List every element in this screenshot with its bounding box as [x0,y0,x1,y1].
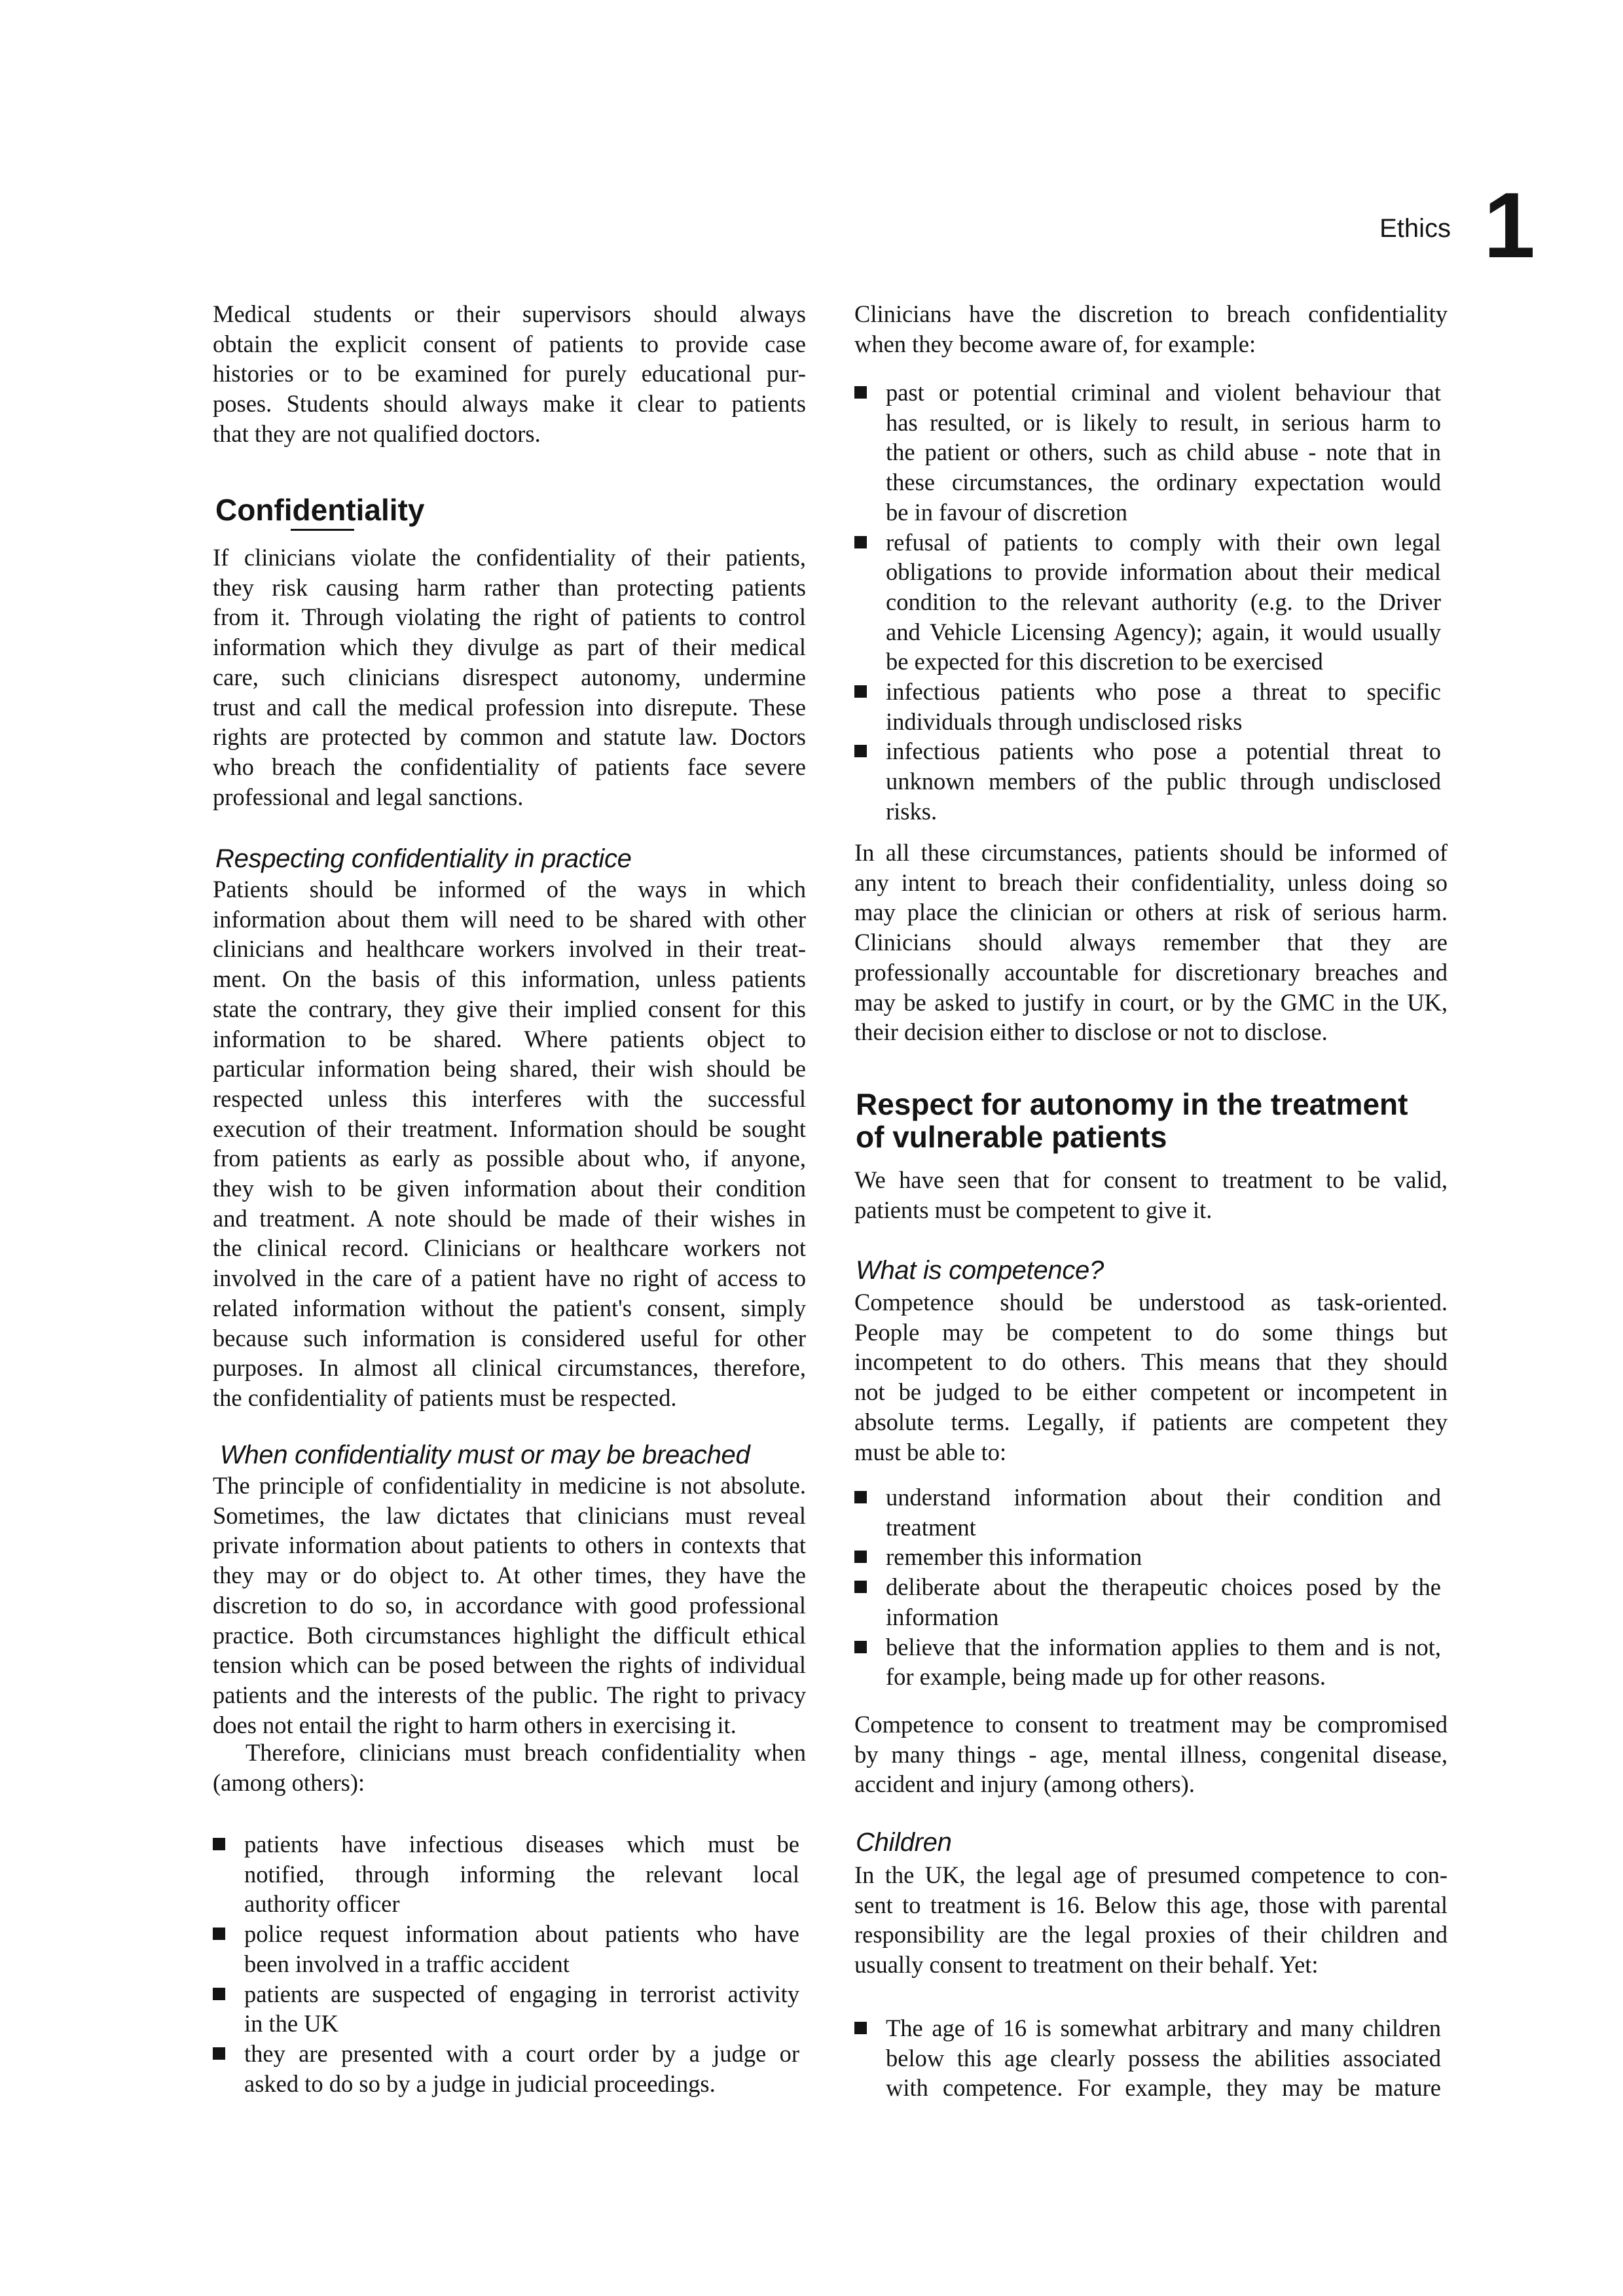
text-line: from it. Through violating the right of patients to control [213,603,806,631]
text-line: In all these circumstances, patients should be informed of [854,839,1448,866]
text-line: remember this information [886,1543,1142,1571]
list-item-text [244,2039,799,2098]
list-item-text [886,1632,1441,1692]
bullet-square-icon [854,1581,867,1593]
children-paragraph [854,1860,1448,1980]
list-item [854,677,1448,736]
list-item-text [886,2013,1441,2103]
text-line: infectious patients who pose a threat to specific [886,678,1441,706]
list-item-text [886,677,1441,736]
text-line: (among others): [213,1768,365,1796]
bullet-square-icon [854,386,867,399]
text-line: patients and the interests of the public. The right to privacy [213,1681,806,1708]
text-line: patients must be competent to give it. [854,1196,1213,1223]
list-item [854,2013,1448,2103]
text-line: care, such clinicians disrespect autonomy, undermine [213,663,806,691]
bullet-square-icon [854,536,867,548]
breach-lead-in [213,1738,806,1797]
text-line: practice. Both circumstances highlight the difficult ethical [213,1621,806,1649]
list-item-text [886,378,1441,528]
breach-bullet-list [213,1829,806,2098]
text-line: We have seen that for consent to treatment to be valid, [854,1166,1448,1193]
text-line: rights are protected by common and statute law. Doctors [213,723,806,751]
list-item [854,1542,1448,1572]
text-line: histories or to be examined for purely educational pur- [213,360,806,387]
confidentiality-heading: Confidentiality [215,493,425,527]
text-line: notified, through informing the relevant local [244,1860,799,1888]
text-line: by many things - age, mental illness, congenital disease, [854,1740,1448,1768]
in-practice-subheading: Respecting confidentiality in practice [215,844,632,873]
list-item-text [886,736,1441,826]
text-line: information which they divulge as part of their medical [213,634,806,661]
text-line: treatment [886,1513,976,1541]
text-line: In the UK, the legal age of presumed competence to con- [854,1861,1448,1888]
discretion-bullet-list [854,378,1448,827]
text-line: unknown members of the public through undisclosed [886,768,1441,795]
autonomy-heading-line: Respect for autonomy in the treatment [856,1087,1408,1121]
list-item [213,1829,806,1919]
text-line: when they become aware of, for example: [854,330,1256,357]
text-line: People may be competent to do some things but [854,1318,1448,1346]
text-line: past or potential criminal and violent behaviour that [886,379,1441,406]
confidentiality-paragraph [213,543,806,812]
breach-paragraph [213,1471,806,1740]
text-line: infectious patients who pose a potential threat to [886,738,1441,765]
bullet-square-icon [854,2022,867,2034]
text-line: that they are not qualified doctors. [213,420,541,447]
text-line: be expected for this discretion to be exercised [886,648,1323,675]
text-line: be in favour of discretion [886,498,1127,526]
text-line: these circumstances, the ordinary expectation would [886,469,1441,496]
text-line: sent to treatment is 16. Below this age, those with parental [854,1891,1448,1918]
text-line: particular information being shared, their wish should be [213,1055,806,1083]
text-line: usually consent to treatment on their behalf. Yet: [854,1951,1319,1979]
text-line: they are presented with a court order by a judge or [244,2039,799,2067]
text-line: responsibility are the legal proxies of their children and [854,1921,1448,1948]
text-line: The age of 16 is somewhat arbitrary and many children [886,2015,1441,2041]
text-line: their decision either to disclose or not to disclose. [854,1018,1328,1046]
text-line: trust and call the medical profession into disrepute. These [213,693,806,721]
text-line: related information without the patient's consent, simply [213,1294,806,1321]
text-line: absolute terms. Legally, if patients are competent they [854,1408,1448,1435]
autonomy-paragraph [854,1165,1448,1225]
discretion-lead-in [854,299,1448,359]
text-line: asked to do so by a judge in judicial proceedings. [244,2070,716,2097]
text-line: ment. On the basis of this information, unless patients [213,965,806,993]
text-line: poses. Students should always make it clear to patients [213,390,806,418]
text-line: professionally accountable for discretionary breaches and [854,958,1448,986]
text-line: information about them will need to be shared with other [213,905,806,933]
text-line: must be able to: [854,1438,1007,1465]
text-line: and Vehicle Licensing Agency); again, it would usually [886,618,1441,645]
text-line: may place the clinician or others at risk of serious harm. [854,899,1448,926]
text-line: condition to the relevant authority (e.g. to the Driver [886,588,1441,615]
text-line: state the contrary, they give their implied consent for this [213,995,806,1022]
text-line: and treatment. A note should be made of their wishes in [213,1204,806,1232]
text-line: incompetent to do others. This means that they should [854,1348,1448,1376]
list-item [854,1482,1448,1542]
list-item [854,736,1448,826]
text-line: execution of their treatment. Information should be sought [213,1115,806,1142]
list-item [854,1572,1448,1632]
breach-subheading: When confidentiality must or may be breached [220,1441,750,1469]
running-header-section-title: Ethics [1379,214,1451,243]
text-line: Medical students or their supervisors should always [213,300,806,327]
text-line: discretion to do so, in accordance with good professional [213,1591,806,1619]
text-line: with competence. For example, they may be mature [886,2074,1441,2102]
text-line: who breach the confidentiality of patients face severe [213,753,806,780]
bullet-square-icon [213,2047,225,2060]
text-line: believe that the information applies to them and is not, [886,1633,1441,1660]
text-line: Clinicians should always remember that they are [854,929,1448,956]
text-line: individuals through undisclosed risks [886,708,1243,735]
list-item [854,1632,1448,1692]
list-item-text [886,1572,1441,1632]
bullet-square-icon [854,685,867,698]
heading-rule [291,529,354,531]
text-line: in the UK [244,2010,338,2037]
bullet-square-icon [854,1491,867,1503]
chapter-number: 1 [1484,173,1535,278]
text-line: information [886,1603,999,1630]
list-item-text [244,1919,799,1979]
list-item-text [886,1482,1441,1542]
text-line: The principle of confidentiality in medicine is not absolute. [213,1472,806,1499]
text-line: the patient or others, such as child abuse - note that in [886,439,1441,466]
intro-paragraph [213,299,806,449]
text-line: they may or do object to. At other times, they have the [213,1562,806,1589]
text-line: for example, being made up for other reasons. [886,1663,1326,1691]
autonomy-heading [856,1088,1408,1153]
text-line: below this age clearly possess the abilities associated [886,2044,1441,2072]
text-line: not be judged to be either competent or incompetent in [854,1378,1448,1406]
competence-bullet-list [854,1482,1448,1692]
text-line: information to be shared. Where patients object to [213,1025,806,1052]
list-item-text [886,528,1441,677]
text-line: understand information about their condition and [886,1484,1441,1511]
text-line: from patients as early as possible about who, if anyone, [213,1145,806,1172]
text-line: Competence should be understood as task-oriented. [854,1289,1448,1316]
list-item-text [886,1542,1441,1572]
text-line: police request information about patients who have [244,1920,799,1948]
autonomy-heading-line: of vulnerable patients [856,1120,1167,1154]
text-line: professional and legal sanctions. [213,783,524,810]
text-line: accident and injury (among others). [854,1770,1195,1798]
text-line: tension which can be posed between the rights of individual [213,1651,806,1679]
list-item [854,528,1448,677]
text-line: because such information is considered useful for other [213,1324,806,1352]
text-line: does not entail the right to harm others in exercising it. [213,1711,737,1738]
bullet-square-icon [213,1838,225,1850]
text-line: been involved in a traffic accident [244,1950,570,1977]
competence-subheading: What is competence? [856,1256,1104,1285]
text-line: patients have infectious diseases which must be [244,1831,799,1857]
list-item [854,378,1448,528]
text-line: they wish to be given information about their condition [213,1175,806,1202]
compromise-paragraph [854,1710,1448,1799]
text-line: the confidentiality of patients must be respected. [213,1384,677,1411]
text-line: Therefore, clinicians must breach confidentiality when [246,1739,806,1766]
text-line: purposes. In almost all clinical circumstances, therefore, [213,1354,806,1382]
text-line: respected unless this interferes with the successful [213,1085,806,1112]
text-line: clinicians and healthcare workers involved in their treat- [213,935,806,963]
text-line: has resulted, or is likely to result, in serious harm to [886,408,1441,436]
text-line: the clinical record. Clinicians or healthcare workers not [213,1234,806,1262]
text-line: risks. [886,797,938,825]
in-practice-paragraph [213,874,806,1413]
bullet-square-icon [854,1551,867,1563]
text-line: any intent to breach their confidentiality, unless doing so [854,869,1448,896]
text-line: they risk causing harm rather than protecting patients [213,573,806,601]
bullet-square-icon [213,1988,225,2000]
text-line: private information about patients to others in contexts that [213,1532,806,1559]
text-line: may be asked to justify in court, or by the GMC in the UK, [854,988,1448,1016]
text-line: Patients should be informed of the ways in which [213,876,806,903]
list-item [213,1919,806,1979]
text-line: involved in the care of a patient have no right of access to [213,1265,806,1292]
list-item-text [244,1829,799,1919]
text-line: deliberate about the therapeutic choices posed by the [886,1573,1441,1601]
text-line: If clinicians violate the confidentiality of their patients, [213,544,806,571]
bullet-square-icon [854,1641,867,1653]
bullet-square-icon [854,745,867,757]
competence-paragraph [854,1287,1448,1467]
text-line: Sometimes, the law dictates that clinicians must reveal [213,1501,806,1529]
text-line: Clinicians have the discretion to breach confidentiality [854,300,1448,327]
list-item-text [244,1979,799,2039]
text-line: obligations to provide information about their medical [886,558,1441,586]
children-subheading: Children [856,1828,952,1857]
text-line: authority officer [244,1890,400,1918]
text-line: Competence to consent to treatment may be compromised [854,1711,1448,1738]
list-item [213,2039,806,2098]
list-item [213,1979,806,2039]
text-line: patients are suspected of engaging in terrorist activity [244,1980,799,2007]
informing-paragraph [854,838,1448,1047]
children-bullet-list [854,2013,1448,2103]
text-line: refusal of patients to comply with their own legal [886,528,1441,556]
text-line: obtain the explicit consent of patients to provide case [213,330,806,357]
bullet-square-icon [213,1928,225,1940]
